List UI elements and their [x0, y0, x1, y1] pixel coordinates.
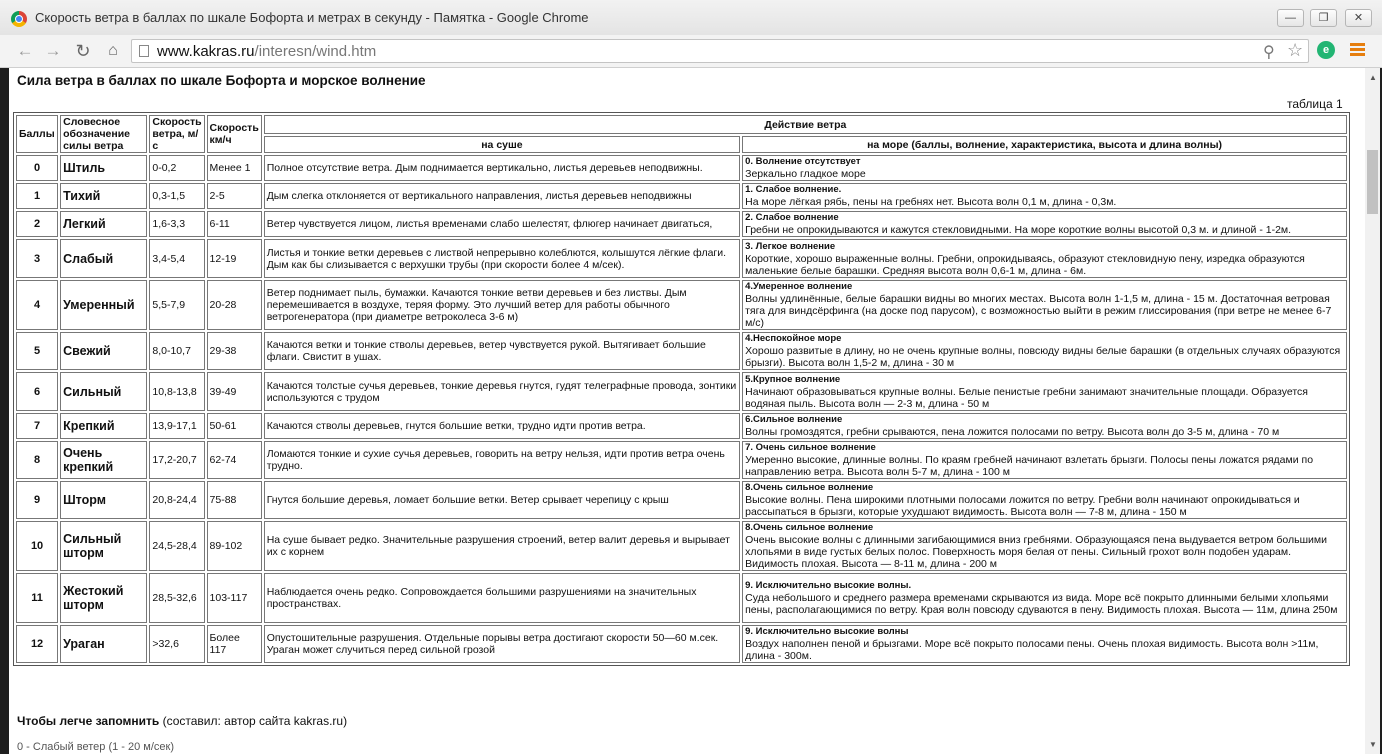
row-number: 5	[16, 332, 58, 370]
row-number: 0	[16, 155, 58, 181]
row-name: Слабый	[60, 239, 147, 278]
url-path: /interesn/wind.htm	[254, 43, 377, 60]
row-number: 12	[16, 625, 58, 663]
scroll-up-icon[interactable]: ▲	[1369, 73, 1377, 82]
row-speed-kmh: 103-117	[207, 573, 262, 623]
header-action: Действие ветра	[264, 115, 1347, 134]
row-name: Жестокий шторм	[60, 573, 147, 623]
title-bar	[0, 0, 1382, 36]
row-land-effect: Дым слегка отклоняется от вертикального направления, листья деревьев неподвижны	[264, 183, 740, 209]
row-number: 2	[16, 211, 58, 237]
header-land: на суше	[264, 136, 740, 153]
row-land-effect: На суше бывает редко. Значительные разрушения строений, ветер валит деревья и вырывает их с корнем	[264, 521, 740, 571]
row-speed-ms: 10,8-13,8	[149, 372, 204, 411]
url-text[interactable]	[157, 43, 376, 60]
row-sea-effect	[742, 521, 1347, 571]
row-speed-kmh: 6-11	[207, 211, 262, 237]
row-name: Умеренный	[60, 280, 147, 330]
footer-cut-line: 0 - Слабый ветер (1 - 20 м/сек)	[17, 741, 175, 753]
sea-text: Высокие волны. Пена широкими плотными полосами ложится по ветру. Гребни волн начинают опрокидываться и рассыпаться в брызги, которые ухудшают видимость. Высота волн — 7-8 м, длина - 150 м	[745, 494, 1300, 518]
row-speed-ms: 1,6-3,3	[149, 211, 204, 237]
row-sea-effect	[742, 155, 1347, 181]
header-speed-ms: Скорость ветра, м/с	[149, 115, 204, 153]
row-speed-kmh: 62-74	[207, 441, 262, 479]
scroll-down-icon[interactable]: ▼	[1369, 740, 1377, 749]
table-row	[16, 573, 1347, 623]
row-number: 1	[16, 183, 58, 209]
row-number: 11	[16, 573, 58, 623]
sea-text: Волны удлинённые, белые барашки видны во многих местах. Высота волн 1-1,5 м, длина - 15 м. Достаточная ветровая тяга для виндсёрфинга (на доске под парусом), с возможностью выйти в режим глиссирования (при ветре не менее 6-7 м/с)	[745, 293, 1332, 329]
row-land-effect: Качаются ветки и тонкие стволы деревьев, ветер чувствуется рукой. Вытягивает большие флаги. Свистит в ушах.	[264, 332, 740, 370]
header-sea: на море (баллы, волнение, характеристика, высота и длина волны)	[742, 136, 1347, 153]
url-host: www.kakras.ru	[157, 43, 255, 60]
sea-title: 9. Исключительно высокие волны.	[745, 580, 912, 591]
sea-text: Зеркально гладкое море	[745, 168, 866, 180]
row-land-effect: Полное отсутствие ветра. Дым поднимается вертикально, листья деревьев неподвижны.	[264, 155, 740, 181]
footer-bold: Чтобы легче запомнить	[17, 714, 160, 728]
sea-title: 6.Сильное волнение	[745, 414, 843, 425]
row-speed-ms: 24,5-28,4	[149, 521, 204, 571]
row-speed-ms: 13,9-17,1	[149, 413, 204, 439]
row-name: Очень крепкий	[60, 441, 147, 479]
row-sea-effect	[742, 211, 1347, 237]
sea-text: Волны громоздятся, гребни срываются, пена ложится полосами по ветру. Высота волн до 3-5 м, длина - 70 м	[745, 426, 1280, 438]
table-row	[16, 155, 1347, 181]
zoom-icon[interactable]: ⚲	[1263, 44, 1275, 61]
row-number: 6	[16, 372, 58, 411]
header-name: Словесное обозначение силы ветра	[60, 115, 147, 153]
row-speed-ms: >32,6	[149, 625, 204, 663]
row-land-effect: Листья и тонкие ветки деревьев с листвой непрерывно колеблются, колышутся лёгкие флаги. Дым как бы слизывается с верхушки трубы (при скорости более 4 м/сек).	[264, 239, 740, 278]
table-row	[16, 211, 1347, 237]
vertical-scrollbar[interactable]	[1365, 68, 1380, 754]
row-speed-ms: 3,4-5,4	[149, 239, 204, 278]
row-speed-kmh: 75-88	[207, 481, 262, 519]
reload-icon[interactable]: ↻	[75, 41, 91, 61]
sea-title: 3. Легкое волнение	[745, 240, 836, 252]
row-sea-effect	[742, 372, 1347, 411]
bookmark-star-icon[interactable]: ☆	[1287, 40, 1304, 60]
row-speed-kmh: 89-102	[207, 521, 262, 571]
row-sea-effect	[742, 625, 1347, 663]
sea-text: Очень высокие волны с длинными загибающимися вниз гребнями. Образующаяся пена выдувается ветром большими хлопьями в виде густых белых полос. Поверхность моря белая от пены. Сильный грохот волн подобен ударам. Видимость плохая. Высота — 8-11 м, длина - 200 м	[745, 534, 1327, 570]
minimize-button[interactable]: —	[1277, 9, 1304, 27]
table-row	[16, 481, 1347, 519]
home-icon[interactable]: ⌂	[108, 42, 118, 59]
chrome-logo-icon	[11, 11, 27, 27]
row-sea-effect	[742, 239, 1347, 278]
row-number: 10	[16, 521, 58, 571]
footer-rest: (составил: автор сайта kakras.ru)	[159, 714, 348, 728]
sea-title: 8.Очень сильное волнение	[745, 482, 874, 493]
row-land-effect: Ветер поднимает пыль, бумажки. Качаются тонкие ветви деревьев и без листвы. Дым перемешивается в воздухе, теряя форму. Это лучший ветер для работы обычного ветрогенератора (при диаметре ветроколеса 3-6 м)	[264, 280, 740, 330]
window-title: Скорость ветра в баллах по шкале Бофорта и метрах в секунду - Памятка - Google Chrome	[35, 10, 589, 25]
row-name: Тихий	[60, 183, 147, 209]
table-row	[16, 183, 1347, 209]
row-sea-effect	[742, 280, 1347, 330]
browser-toolbar	[0, 35, 1382, 68]
row-land-effect: Наблюдается очень редко. Сопровождается большими разрушениями на значительных пространствах.	[264, 573, 740, 623]
sea-title: 4.Неспокойное море	[745, 333, 842, 344]
address-bar[interactable]	[131, 39, 1309, 63]
maximize-button[interactable]: ❐	[1310, 9, 1337, 27]
table-row	[16, 413, 1347, 439]
row-name: Сильный	[60, 372, 147, 411]
row-name: Легкий	[60, 211, 147, 237]
row-number: 3	[16, 239, 58, 278]
forward-arrow-icon[interactable]: →	[44, 41, 62, 60]
row-land-effect: Ветер чувствуется лицом, листья временами слабо шелестят, флюгер начинает двигаться,	[264, 211, 740, 237]
row-land-effect: Качаются толстые сучья деревьев, тонкие деревья гнутся, гудят телеграфные провода, зонтики используются с трудом	[264, 372, 740, 411]
row-name: Штиль	[60, 155, 147, 181]
row-speed-kmh: 50-61	[207, 413, 262, 439]
sea-text: Умеренно высокие, длинные волны. По краям гребней начинают взлетать брызги. Полосы пены ложатся рядами по направлению ветра. Высота волн 5-7 м, длина - 100 м	[745, 454, 1314, 478]
row-sea-effect	[742, 481, 1347, 519]
row-speed-kmh: 12-19	[207, 239, 262, 278]
row-number: 4	[16, 280, 58, 330]
row-number: 8	[16, 441, 58, 479]
row-speed-ms: 5,5-7,9	[149, 280, 204, 330]
row-speed-kmh: 29-38	[207, 332, 262, 370]
sea-text: Начинают образовываться крупные волны. Белые пенистые гребни занимают значительные площади. Образуется водяная пыль. Высота волн — 2-3 м, длина - 50 м	[745, 385, 1308, 410]
sea-text: Короткие, хорошо выраженные волны. Гребни, опрокидываясь, образуют стекловидную пену, изредка образуются маленькие белые барашки. Средняя высота волн 0,6-1 м, длина - 6м.	[745, 252, 1305, 277]
row-land-effect: Ломаются тонкие и сухие сучья деревьев, говорить на ветру нельзя, идти против ветра очень трудно.	[264, 441, 740, 479]
extension-icon[interactable]: e	[1317, 41, 1335, 59]
sea-text: Гребни не опрокидываются и кажутся стекловидными. На море короткие волны высотой 0,3 м. и длиной - 1-2м.	[745, 224, 1292, 236]
row-name: Свежий	[60, 332, 147, 370]
row-name: Крепкий	[60, 413, 147, 439]
header-balls: Баллы	[16, 115, 58, 153]
row-sea-effect	[742, 441, 1347, 479]
sea-title: 2. Слабое волнение	[745, 212, 839, 223]
back-arrow-icon[interactable]: ←	[16, 41, 34, 60]
row-number: 7	[16, 413, 58, 439]
table-row	[16, 625, 1347, 663]
sea-text: На море лёгкая рябь, пены на гребнях нет. Высота волн 0,1 м, длина - 0,3м.	[745, 196, 1117, 208]
row-sea-effect	[742, 413, 1347, 439]
row-sea-effect	[742, 573, 1347, 623]
chrome-menu-icon[interactable]	[1350, 43, 1365, 57]
table-row	[16, 332, 1347, 370]
row-speed-kmh: 2-5	[207, 183, 262, 209]
row-speed-ms: 17,2-20,7	[149, 441, 204, 479]
header-speed-kmh: Скорость км/ч	[207, 115, 262, 153]
row-speed-kmh: Менее 1	[207, 155, 262, 181]
sea-text: Воздух наполнен пеной и брызгами. Море всё покрыто полосами пены. Очень плохая видимость. Высота волн >11м, длина - 300м.	[745, 638, 1319, 662]
sea-title: 9. Исключительно высокие волны	[745, 626, 909, 637]
row-land-effect: Гнутся большие деревья, ломает большие ветки. Ветер срывает черепицу с крыш	[264, 481, 740, 519]
row-sea-effect	[742, 332, 1347, 370]
footer-note	[17, 714, 347, 728]
row-land-effect: Опустошительные разрушения. Отдельные порывы ветра достигают скорости 50—60 м.сек. Ураган может случиться перед сильной грозой	[264, 625, 740, 663]
row-speed-kmh: Более 117	[207, 625, 262, 663]
page-icon	[139, 45, 149, 57]
row-speed-ms: 0-0,2	[149, 155, 204, 181]
table-row	[16, 239, 1347, 278]
row-name: Сильный шторм	[60, 521, 147, 571]
scrollbar-thumb[interactable]	[1367, 150, 1378, 214]
sea-title: 5.Крупное волнение	[745, 373, 841, 385]
page-heading: Сила ветра в баллах по шкале Бофорта и морское волнение	[17, 73, 426, 88]
close-button[interactable]: ✕	[1345, 9, 1372, 27]
page-content	[9, 68, 1377, 754]
row-number: 9	[16, 481, 58, 519]
row-name: Ураган	[60, 625, 147, 663]
row-speed-ms: 8,0-10,7	[149, 332, 204, 370]
row-land-effect: Качаются стволы деревьев, гнутся большие ветки, трудно идти против ветра.	[264, 413, 740, 439]
row-speed-kmh: 20-28	[207, 280, 262, 330]
beaufort-table	[13, 112, 1350, 666]
row-name: Шторм	[60, 481, 147, 519]
row-speed-kmh: 39-49	[207, 372, 262, 411]
table-row	[16, 280, 1347, 330]
sea-title: 0. Волнение отсутствует	[745, 156, 861, 167]
table-row	[16, 521, 1347, 571]
row-speed-ms: 0,3-1,5	[149, 183, 204, 209]
table-row	[16, 441, 1347, 479]
row-speed-ms: 20,8-24,4	[149, 481, 204, 519]
sea-text: Хорошо развитые в длину, но не очень крупные волны, повсюду видны белые барашки (в отдельных случаях образуются брызги). Высота волн 1,5-2 м, длина - 30 м	[745, 345, 1341, 369]
table-number: таблица 1	[1287, 97, 1343, 111]
row-sea-effect	[742, 183, 1347, 209]
sea-title: 7. Очень сильное волнение	[745, 442, 876, 453]
table-row	[16, 372, 1347, 411]
sea-title: 1. Слабое волнение.	[745, 184, 842, 195]
row-speed-ms: 28,5-32,6	[149, 573, 204, 623]
sea-title: 8.Очень сильное волнение	[745, 522, 874, 533]
sea-text: Суда небольшого и среднего размера временами скрываются из вида. Море всё покрыто длинными белыми хлопьями пены, располагающимися по ветру. Края волн повсюду сдуваются в пену. Видимость плохая. Высота — 11м, длина 250м	[745, 592, 1338, 616]
sea-title: 4.Умеренное волнение	[745, 281, 853, 292]
